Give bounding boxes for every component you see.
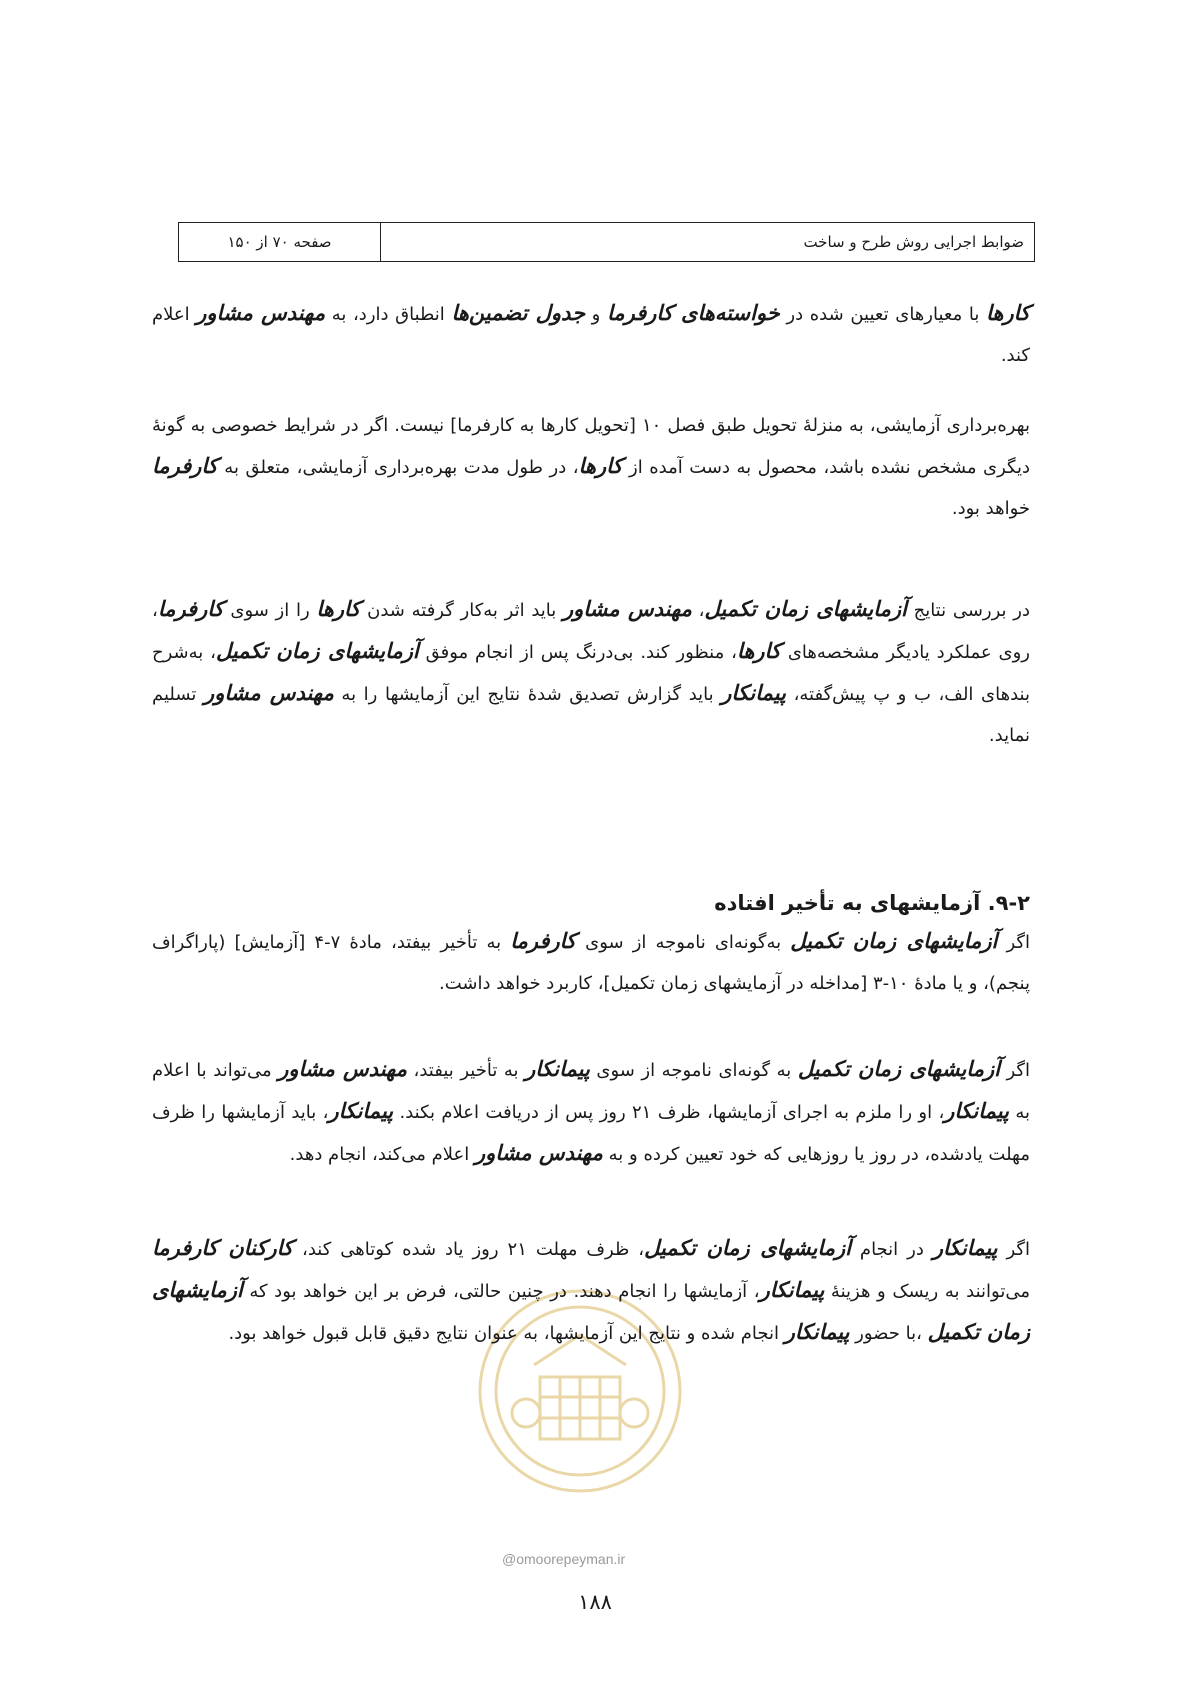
term-karha: کارها <box>985 301 1030 325</box>
paragraph-5: اگر آزمایشهای زمان تکمیل به گونه‌ای ناموجه از سوی پیمانکار به تأخیر بیفتد، مهندس مشاور می‌تواند با اعلام به پیمانکار، او را ملزم به اجرای آزمایشها، ظرف ۲۱ روز پس از دریافت اعلام بکند. پیمانکار، باید آزمایشها را ظرف مهلت یادشده، در روز یا روزهایی که خود تعیین کرده و به مهندس مشاور اعلام می‌کند، انجام دهد. <box>152 1057 1031 1165</box>
section-heading: ۹-۲. آزمایشهای به تأخیر افتاده <box>714 891 1030 915</box>
paragraph-3: در بررسی نتایج آزمایشهای زمان تکمیل، مهندس مشاور باید اثر به‌کار گرفته شدن کارها را از سوی کارفرما، روی عملکرد یادیگر مشخصه‌های کارها، منظور کند. بی‌درنگ پس از انجام موفق آزمایشهای زمان تکمیل، به‌شرح بندهای الف، ب و پ پیش‌گفته، پیمانکار باید گزارش تصدیق شدهٔ نتایج این آزمایشها را به مهندس مشاور تسلیم نماید. <box>152 597 1031 746</box>
header-page-label: صفحه ۷۰ از ۱۵۰ <box>179 223 381 261</box>
term-employer: کارفرما <box>152 454 218 478</box>
term-employers-requirements: خواسته‌های کارفرما <box>607 301 780 325</box>
page-header-table <box>178 222 1035 262</box>
paragraph-6: اگر پیمانکار در انجام آزمایشهای زمان تکمیل، ظرف مهلت ۲۱ روز یاد شده کوتاهی کند، کارکنان کارفرما می‌توانند به ریسک و هزینهٔ پیمانکار، آزمایشها را انجام دهند. در چنین حالتی، فرض بر این خواهد بود که آزمایشهای زمان تکمیل ،با حضور پیمانکار انجام شده و نتایج این آزمایشها، به عنوان نتایج دقیق قابل قبول خواهد بود. <box>152 1236 1030 1344</box>
page-number: ۱۸۸ <box>578 1590 612 1614</box>
paragraph-4: اگر آزمایشهای زمان تکمیل به‌گونه‌ای ناموجه از سوی کارفرما به تأخیر بیفتد، مادهٔ ۷-۴ [آزمایش] (پاراگراف پنجم)، و یا مادهٔ ۱۰-۳ [مداخله در آزمایشهای زمان تکمیل]، کاربرد خواهد داشت. <box>152 929 1030 994</box>
watermark-text: @omoorepeyman.ir <box>502 1551 626 1567</box>
header-doc-title: ضوابط اجرایی روش طرح و ساخت <box>803 233 1024 251</box>
term-karha: کارها <box>578 454 623 478</box>
term-schedule-of-guarantees: جدول تضمین‌ها <box>451 301 586 325</box>
paragraph-2: بهره‌برداری آزمایشی، به منزلهٔ تحویل طبق فصل ۱۰ [تحویل کارها به کارفرما] نیست. اگر در شرایط خصوصی به گونهٔ دیگری مشخص نشده باشد، محصول به دست آمده از کارها، در طول مدت بهره‌برداری آزمایشی، متعلق به کارفرما خواهد بود. <box>152 415 1030 519</box>
paragraph-1: کارها با معیارهای تعیین شده در خواسته‌های کارفرما و جدول تضمین‌ها انطباق دارد، به مهندس مشاور اعلام کند. <box>152 301 1030 366</box>
term-engineer: مهندس مشاور <box>196 301 326 325</box>
